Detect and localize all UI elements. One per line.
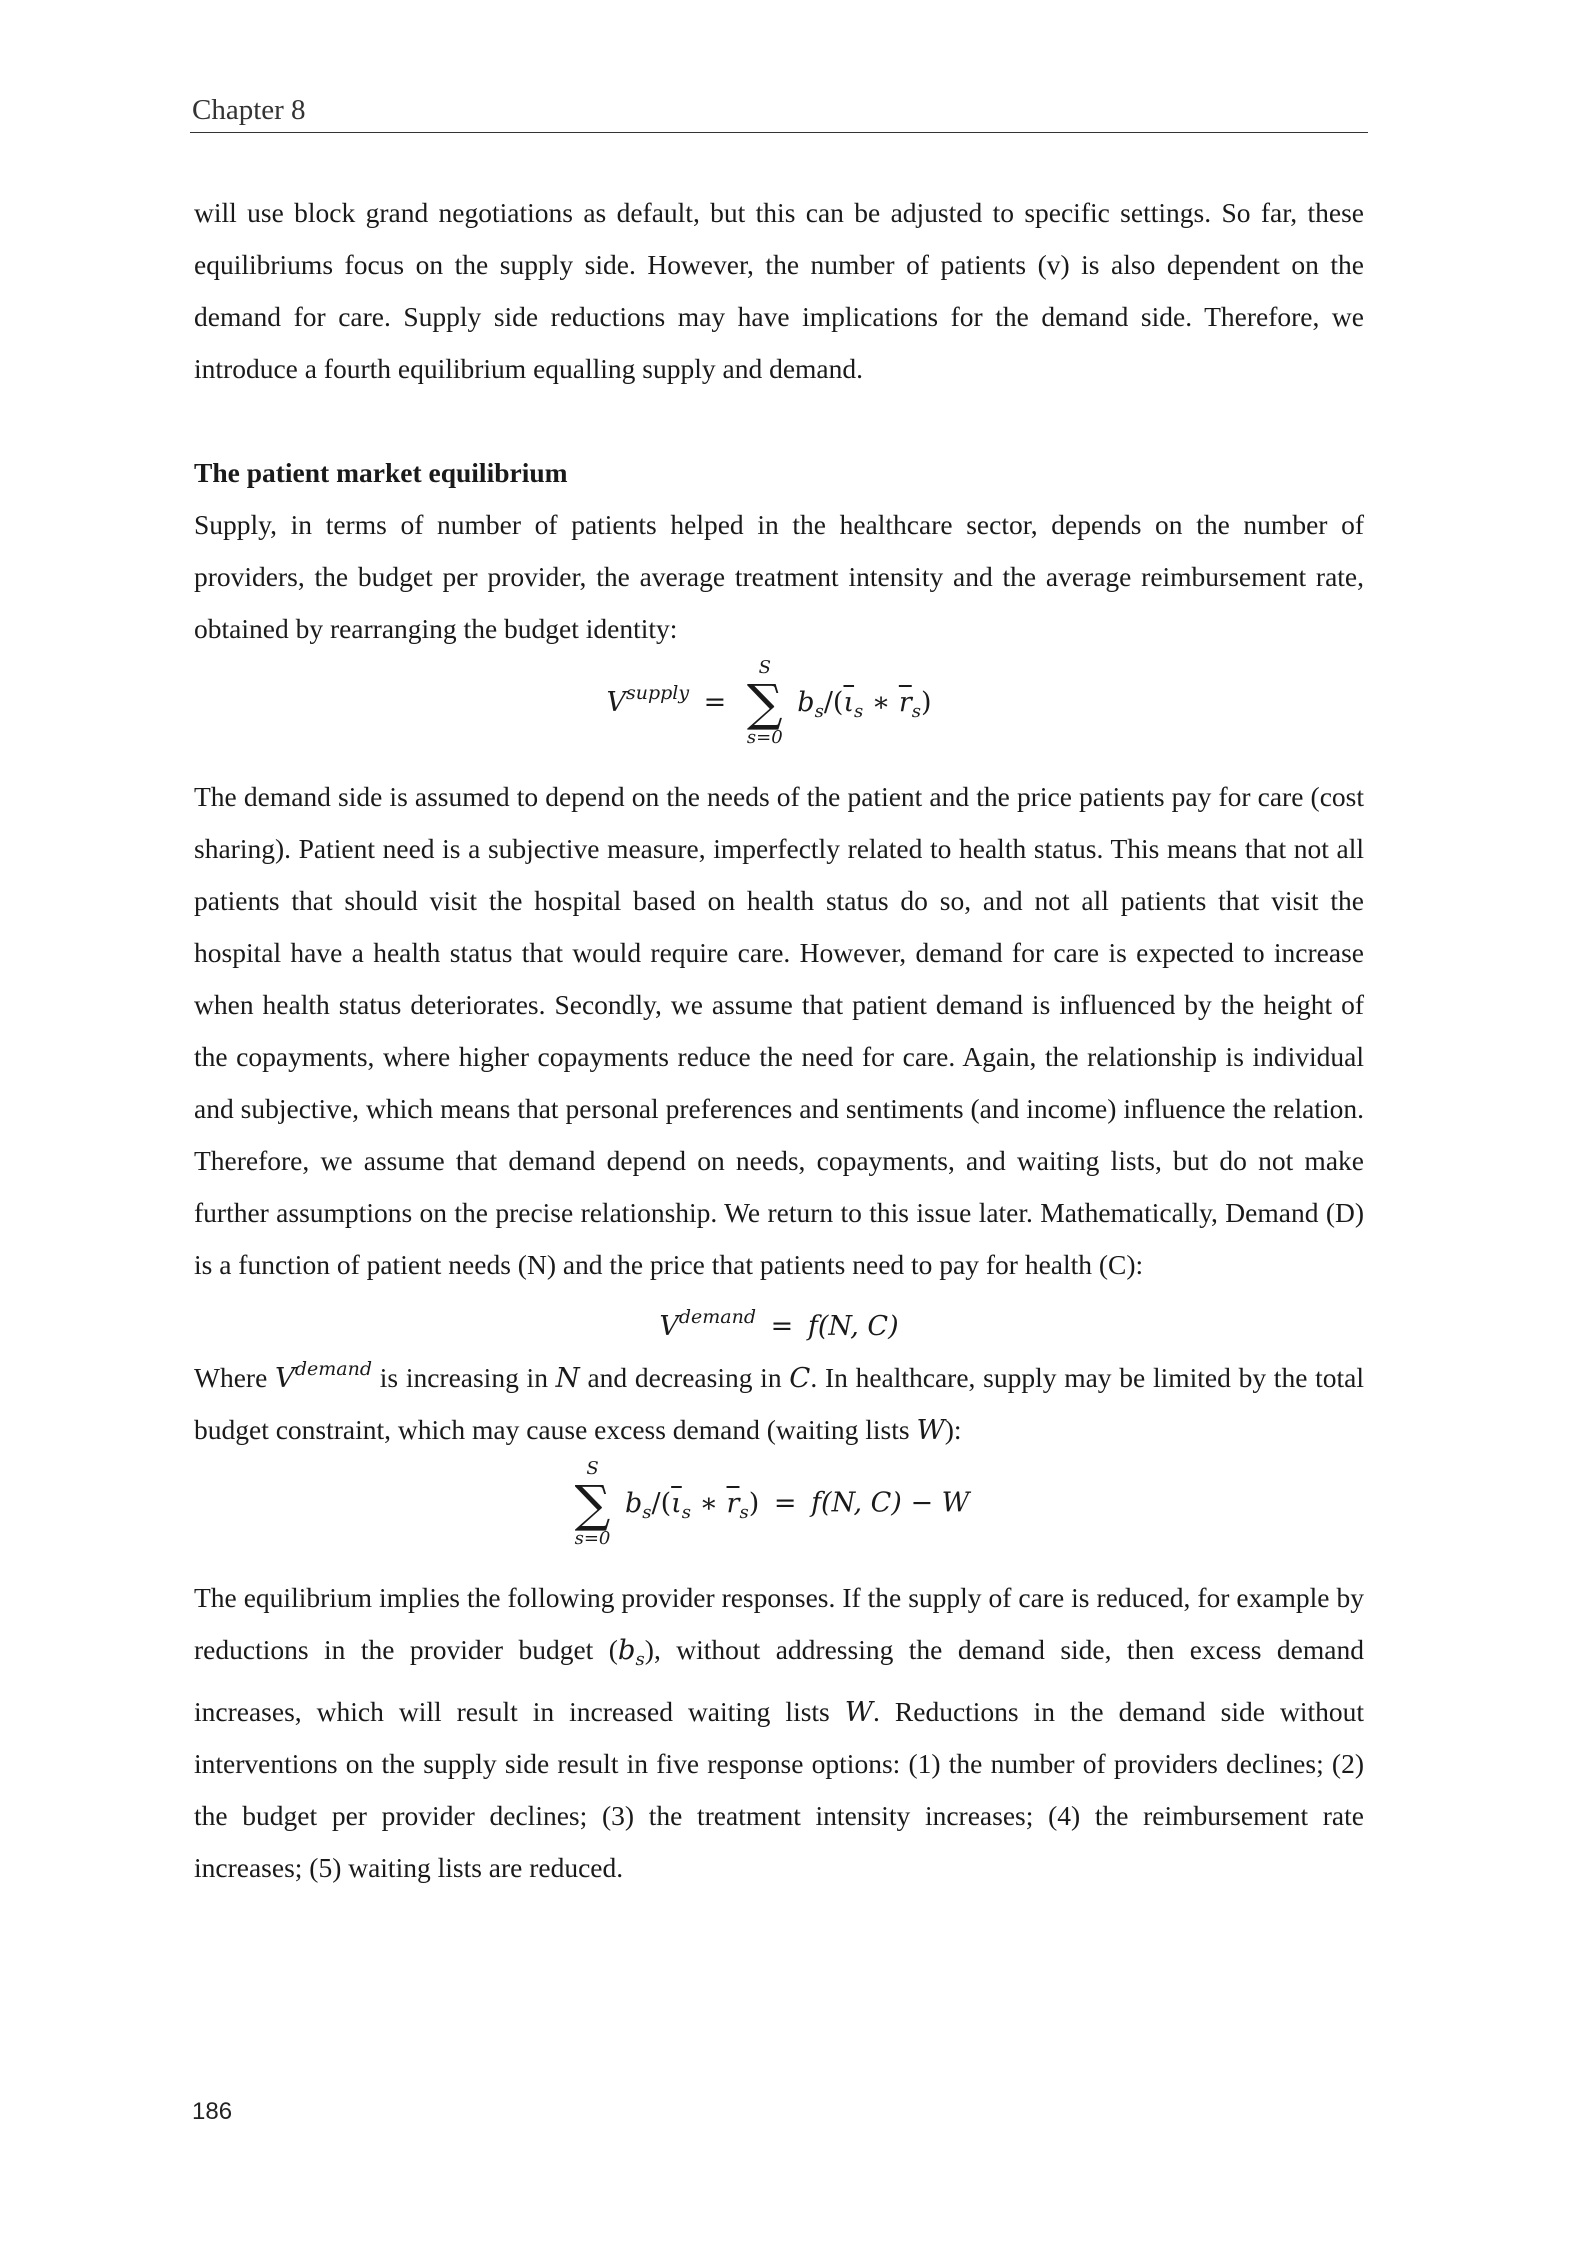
eq3-lhs: $b_s/(\overline{\iota}_s$ ∗ $\overline{r}_s$) <box>624 1487 760 1523</box>
paragraph-responses: The equilibrium implies the following provider responses. If the supply of care is reduced, for example by reductions in the provider budget $(b_s)$, without addressing the demand side, then excess demand increases, which will result in increased waiting lists W. Reductions in the demand side without interventions on the supply side result in five response options: (1) the number of providers declines; (2) the budget per provider declines; (3) the treatment intensity increases; (4) the reimbursement rate increases; (5) waiting lists are reduced. <box>194 1582 1364 1883</box>
paragraph-intro: will use block grand negotiations as default, but this can be adjusted to specific settings. So far, these equilibriums focus on the supply side. However, the number of patients (v) is also dependent on the demand for care. Supply side reductions may have implications for the demand side. Therefore, we introduce a fourth equilibrium equalling supply and demand. <box>194 197 1364 384</box>
page-body <box>194 187 1364 1894</box>
page-number: 186 <box>192 2098 233 2125</box>
eq2-lhs: $V^{demand}$ <box>659 1306 757 1342</box>
eq1-lhs: $V^{supply}$ <box>606 681 690 718</box>
eq3-equals: = <box>773 1487 797 1519</box>
eq2-rhs: f(N, C) <box>807 1311 899 1342</box>
equation-demand <box>194 1291 1364 1343</box>
eq3-rhs: f(N, C) − W <box>811 1487 970 1519</box>
paragraph-where: Where $V^{demand}$ is increasing in N and decreasing in C. In healthcare, supply may be limited by the total budget constraint, which may cause excess demand (waiting lists W): <box>194 1358 1364 1446</box>
chapter-title: Chapter 8 <box>192 94 306 126</box>
paragraph-demand: The demand side is assumed to depend on the needs of the patient and the price patients pay for care (cost sharing). Patient need is a subjective measure, imperfectly related to health status. This means that not all patients that should visit the hospital based on health status do so, and not all patients that visit the hospital have a health status that would require care. However, demand for care is expected to increase when health status deteriorates. Secondly, we assume that patient demand is influenced by the height of the copayments, where higher copayments reduce the need for care. Again, the relationship is individual and subjective, which means that personal preferences and sentiments (and income) influence the relation. Therefore, we assume that demand depend on needs, copayments, and waiting lists, but do not make further assumptions on the precise relationship. We return to this issue later. Mathematically, Demand (D) is a function of patient needs (N) and the price that patients need to pay for health (C): <box>194 781 1364 1280</box>
eq1-rhs: $b_s/(\overline{\iota}_s$ ∗ $\overline{r}_s$) <box>797 686 932 722</box>
section-heading: The patient market equilibrium <box>194 457 568 488</box>
equation-equilibrium <box>184 1456 1354 1572</box>
equation-supply <box>184 655 1354 771</box>
eq2-equals: = <box>770 1311 794 1342</box>
eq3-sum: S ∑ s=0 <box>574 1458 611 1549</box>
eq1-equals: = <box>703 686 727 718</box>
running-header <box>190 92 1368 133</box>
paragraph-supply: Supply, in terms of number of patients helped in the healthcare sector, depends on the number of providers, the budget per provider, the average treatment intensity and the average reimbursement rate, obtained by rearranging the budget identity: <box>194 509 1364 644</box>
eq1-sum: S ∑ s=0 <box>746 657 783 748</box>
